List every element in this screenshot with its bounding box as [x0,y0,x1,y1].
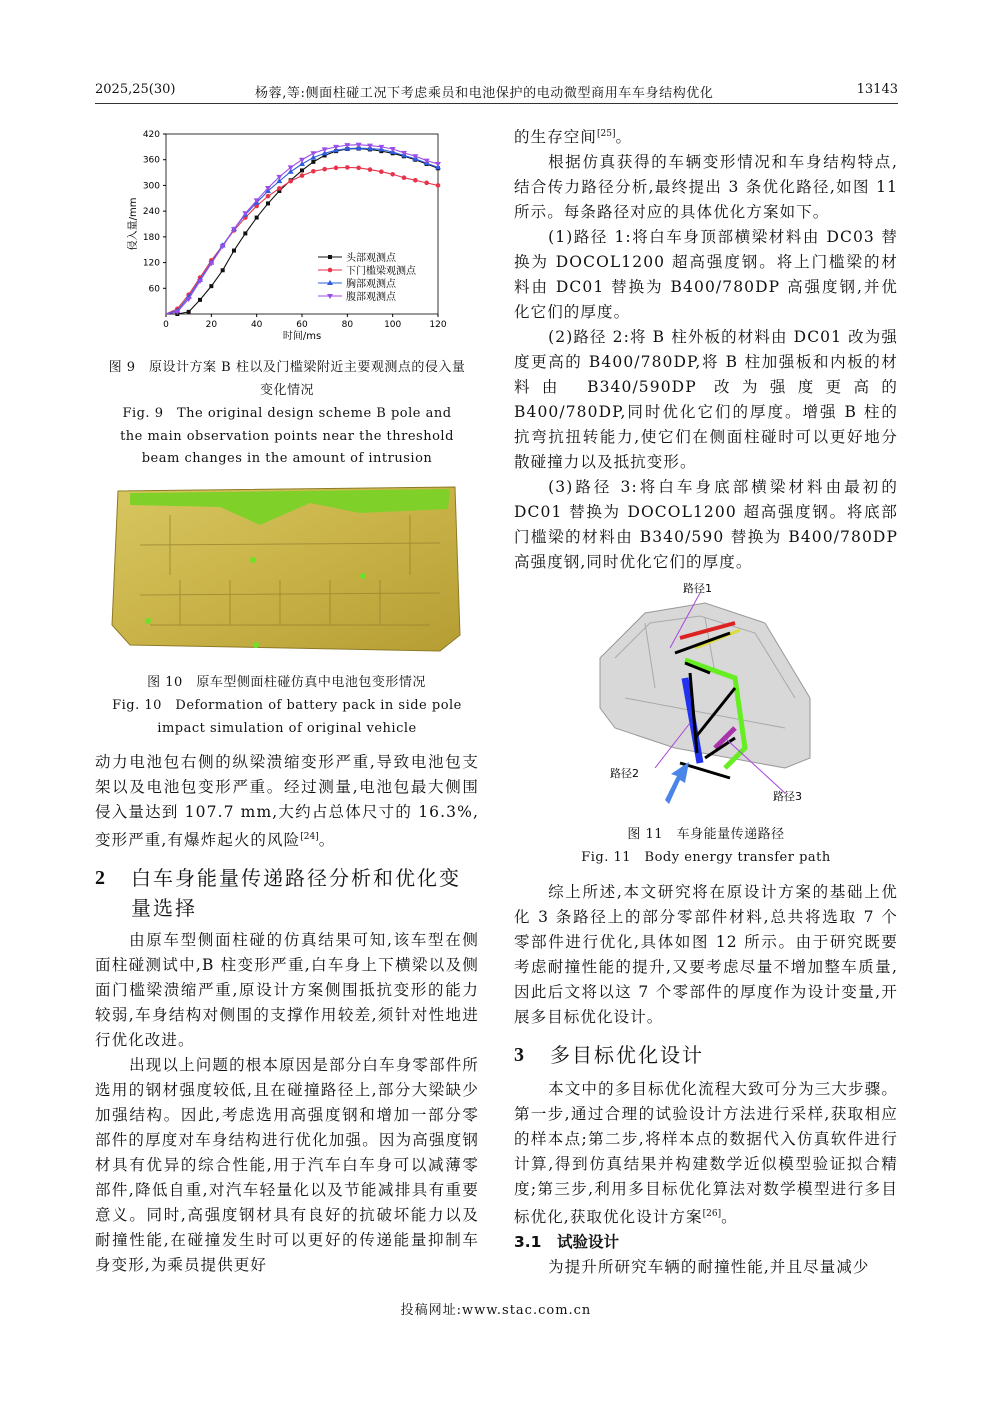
y-tick-label: 300 [142,181,160,192]
x-tick-label: 80 [341,320,354,330]
y-tick-label: 60 [148,284,160,295]
fig9-caption-cn: 图 9 原设计方案 B 柱以及门槛梁附近主要观测点的侵入量变化情况 [108,360,466,398]
path-3-description: (3)路径 3:将白车身底部横梁材料由最初的 DC01 替换为 DOCOL1200 超高强度钢。将底部门槛梁的材料由 B340/590 替换为 B400/780DP 高强度钢,同时优化它们的厚度。 [514,478,898,572]
right-paragraph-0: 的生存空间[25]。 [514,128,633,147]
path-3-label: 路径3 [773,790,802,803]
data-point [209,284,213,288]
data-point [311,160,315,164]
data-point [311,169,316,174]
data-point [310,151,316,156]
y-tick-label: 120 [142,258,160,269]
data-point [221,268,225,272]
path-1-label: 路径1 [683,582,712,595]
legend-label: 胸部观测点 [346,279,396,290]
data-point [345,165,350,170]
right-paragraph-1: 根据仿真获得的车辆变形情况和车身结构特点,结合传力路径分析,最终提出 3 条优化路径,如图 11 所示。每条路径对应的具体优化方案如下。 [514,153,898,222]
data-point [334,166,339,171]
y-tick-label: 240 [142,207,160,218]
fig11-caption-en: Fig. 11 Body energy transfer path [581,850,831,865]
data-point [379,169,384,174]
right-paragraph-summary: 综上所述,本文研究将在原设计方案的基础上优化 3 条路径上的部分零部件材料,总共将选取 7 个零部件进行优化,具体如图 12 所示。由于研究既要考虑耐撞性能的提升,又要考虑尽量不增加整车质量,因此后文将以这 7 个零部件的厚度作为设计变量,开展多目标优化设计。 [514,883,898,1026]
data-point [299,158,305,163]
section-3-1-heading: 3.1 试验设计 [514,1233,619,1252]
section-3-heading: 3 多目标优化设计 [514,1043,704,1067]
y-axis-label: 侵入量/mm [128,197,139,251]
fig10-caption-en: Fig. 10 Deformation of battery pack in side pole impact simulation of original vehicle [112,698,462,736]
header-issue: 2025,25(30) [95,82,176,97]
fig9-chart [95,120,465,350]
right-paragraph-last: 为提升所研究车辆的耐撞性能,并且尽量减少 [548,1258,870,1277]
data-point [266,201,270,205]
x-tick-label: 60 [296,320,308,330]
data-point [266,194,271,199]
data-point [300,173,305,178]
data-point [198,298,202,302]
header-title: 杨蓉,等:侧面柱碰工况下考虑乘员和电池保护的电动微型商用车车身结构优化 [255,86,714,101]
data-point [322,167,327,172]
data-point [232,249,236,253]
x-tick-label: 0 [163,320,169,330]
fig10-caption-cn: 图 10 原车型侧面柱碰仿真中电池包变形情况 [147,675,426,690]
legend-label: 头部观测点 [346,253,396,264]
data-point [424,181,429,186]
data-point [255,216,259,220]
x-axis-label: 时间/ms [282,331,322,342]
data-point [187,310,191,314]
left-paragraph-3: 出现以上问题的根本原因是部分白车身零部件所选用的钢材强度较低,且在碰撞路径上,部分大梁缺少加强结构。因此,考虑选用高强度钢和增加一部分零部件的厚度对车身结构进行优化加强。因为高强度钢材具有优异的综合性能,用于汽车白车身可以减薄零部件,降低自重,对汽车轻量化以及节能减排具有重要意义。同时,高强度钢材具有良好的抗破坏能力以及耐撞性能,在碰撞发生时可以更好的传递能量抑制车身变形,为乘员提供更好 [95,1056,479,1275]
footer-submission-url: 投稿网址:www.stac.com.cn [400,1303,592,1318]
data-point [436,183,441,188]
legend-label: 下门槛梁观测点 [346,266,416,277]
data-point [277,186,282,191]
data-point [356,166,361,171]
y-tick-label: 180 [142,232,160,243]
left-paragraph-1: 动力电池包右侧的纵梁溃缩变形严重,导致电池包支架以及电池包变形严重。经过测量,电池包最大侧围侵入量达到 107.7 mm,大约占总体尺寸的 16.3%,变形严重,有爆炸起火的风险[24]。 [95,753,479,850]
left-paragraph-2: 由原车型侧面柱碰的仿真结果可知,该车型在侧面柱碰测试中,B 柱变形严重,白车身上下横梁以及侧面门槛梁溃缩严重,原设计方案侧围抵抗变形的能力较弱,车身结构对侧围的支撑作用较差,须针对性地进行优化改进。 [95,931,479,1050]
y-tick-label: 420 [142,130,160,140]
data-point [288,179,293,184]
section-2-heading: 2 白车身能量传递路径分析和优化变量选择 [95,866,461,921]
y-tick-label: 360 [142,155,160,166]
legend-label: 腹部观测点 [346,292,396,303]
data-point [243,231,247,235]
data-point [413,178,418,183]
legend-marker [328,268,333,273]
x-tick-label: 20 [205,320,218,330]
citation: [25] [597,129,616,139]
citation: [26] [702,1209,722,1219]
fig9-caption-en: Fig. 9 The original design scheme B pole and the main observation points near the threshold beam changes in the amount of intrusion [120,406,454,466]
right-paragraph-process: 本文中的多目标优化流程大致可分为三大步骤。第一步,通过合理的试验设计方法进行采样,获取相应的样本点;第二步,将样本点的数据代入仿真软件进行计算,得到仿真结果并构建数学近似模型验证拟合精度;第三步,利用多目标优化算法对数学模型进行多目标优化,获取优化设计方案[26]。 [514,1080,898,1227]
header-rule [95,103,898,104]
x-tick-label: 40 [250,320,263,330]
citation: [24] [300,832,319,842]
x-tick-label: 100 [384,320,402,330]
x-tick-label: 120 [429,320,447,330]
path-2-description: (2)路径 2:将 B 柱外板的材料由 DC01 改为强度更高的 B400/780DP,将 B 柱加强板和内板的材料由 B340/590DP 改为强度更高的 B400/780DP,同时优化它们的厚度。增强 B 柱的抗弯抗扭转能力,使它们在侧面柱碰时可以更好地分散碰撞力以及抵抗变形。 [514,328,898,472]
data-point [368,167,373,172]
fig11-body-path-image [585,578,820,810]
fig10-battery-pack-image [110,485,465,660]
data-point [402,175,407,180]
legend-marker [328,255,332,259]
data-point [390,172,395,177]
path-2-label: 路径2 [610,767,639,780]
fig11-caption-cn: 图 11 车身能量传递路径 [627,827,785,842]
data-point [300,168,304,172]
header-page-number: 13143 [856,82,898,97]
series-line-3 [166,148,438,314]
path-1-description: (1)路径 1:将白车身顶部横梁材料由 DC03 替换为 DOCOL1200 超高强度钢。将上门槛梁的材料由 DC01 替换为 B400/780DP 高强度钢,并优化它们的厚度。 [514,228,898,322]
